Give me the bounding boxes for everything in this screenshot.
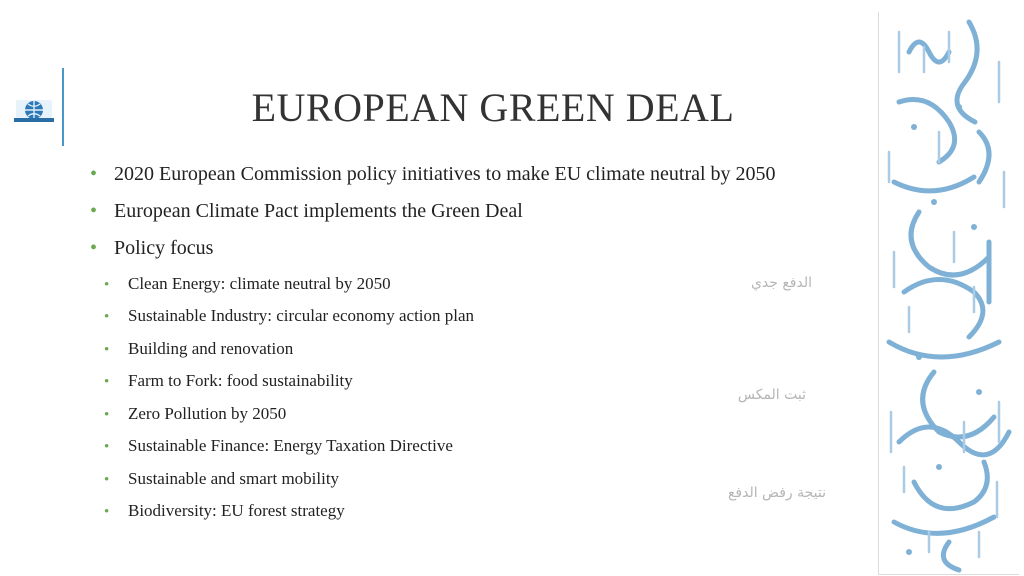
bullet-dot-icon: • <box>104 407 110 423</box>
bullet-item: • 2020 European Commission policy initiatives to make EU climate neutral by 2050 <box>90 163 776 185</box>
globe-logo-icon <box>14 96 54 124</box>
bullet-dot-icon: • <box>90 200 98 222</box>
side-note: ثبت المكس <box>737 387 806 403</box>
side-note: الدفع جدي <box>750 275 812 291</box>
bullet-item: • Policy focus <box>90 237 214 259</box>
sub-bullet-item: • Sustainable and smart mobility <box>104 469 340 488</box>
bullet-dot-icon: • <box>104 504 110 520</box>
bullet-dot-icon: • <box>104 277 110 293</box>
bullet-dot-icon: • <box>104 374 110 390</box>
sub-bullet-item: • Biodiversity: EU forest strategy <box>104 501 345 520</box>
bullet-item: • European Climate Pact implements the Green Deal <box>90 200 523 222</box>
sub-bullet-item: • Building and renovation <box>104 339 294 358</box>
bullet-dot-icon: • <box>104 472 110 488</box>
sub-bullet-item: • Clean Energy: climate neutral by 2050 <box>104 274 391 293</box>
side-note: نتيجة رفض الدفع <box>727 485 826 501</box>
sub-bullet-item: • Farm to Fork: food sustainability <box>104 371 353 390</box>
arabic-calligraphy-art <box>879 12 1019 574</box>
bullet-dot-icon: • <box>104 439 110 455</box>
sub-bullet-item: • Sustainable Finance: Energy Taxation Directive <box>104 436 453 455</box>
bullet-dot-icon: • <box>104 309 110 325</box>
sub-bullet-item: • Sustainable Industry: circular economy action plan <box>104 306 475 325</box>
calligraphy-panel <box>878 12 1019 575</box>
bullet-dot-icon: • <box>104 342 110 358</box>
slide-title: EUROPEAN GREEN DEAL <box>251 85 735 130</box>
bullet-dot-icon: • <box>90 237 98 259</box>
bullet-dot-icon: • <box>90 163 98 185</box>
sub-bullet-item: • Zero Pollution by 2050 <box>104 404 287 423</box>
